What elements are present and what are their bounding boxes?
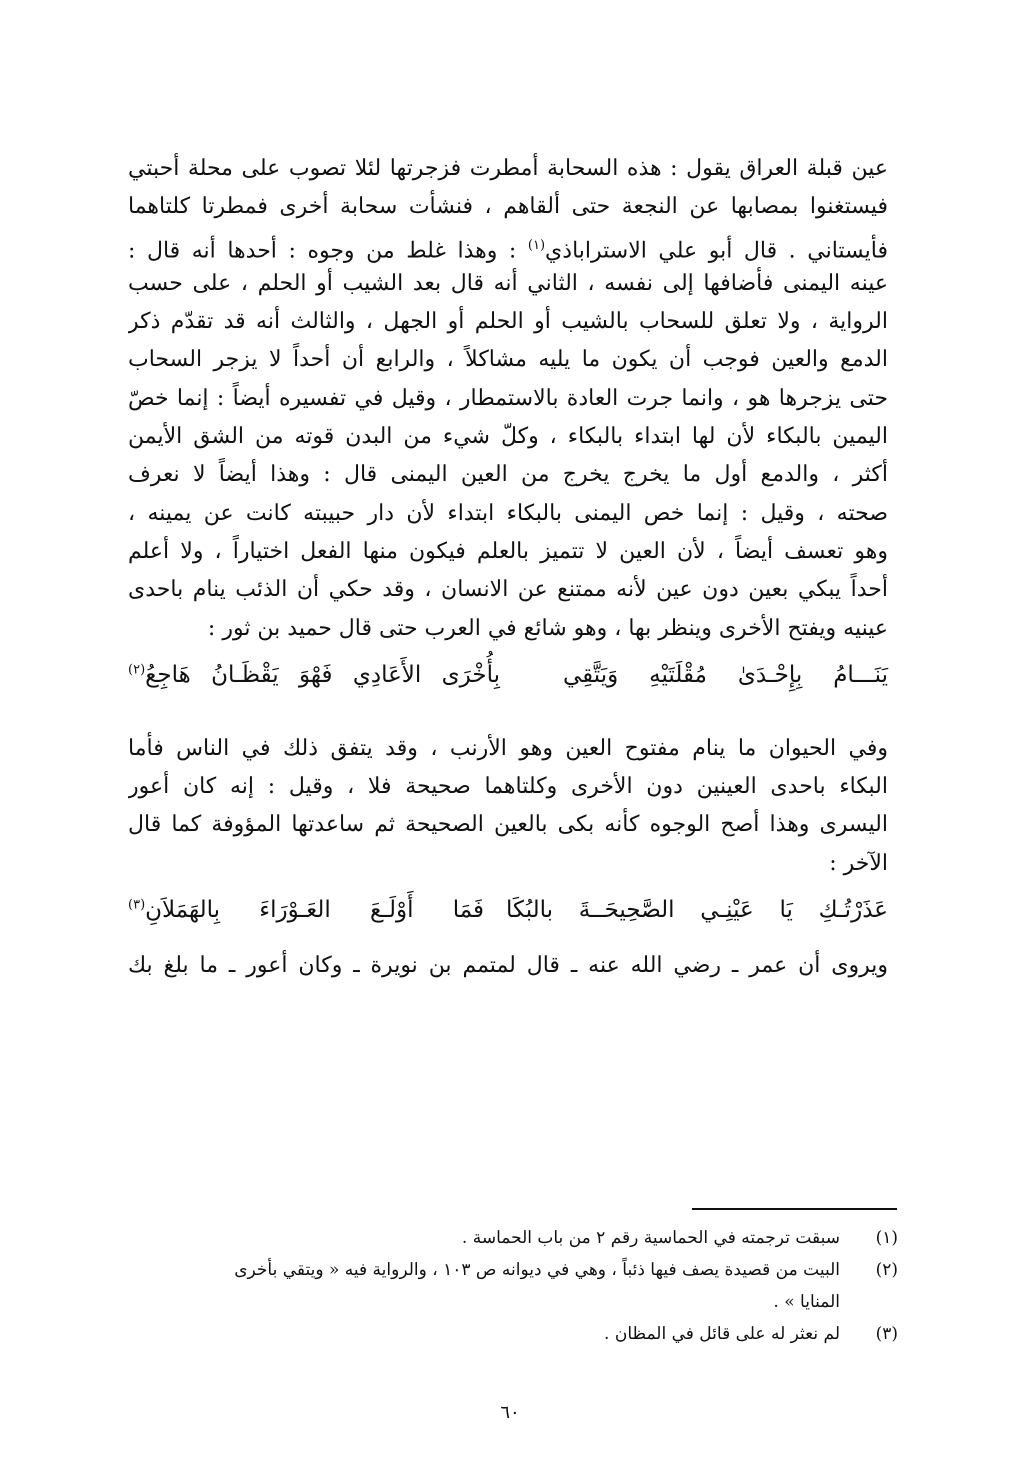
footnote-text <box>128 1318 840 1350</box>
verse-second-hemistich <box>128 662 500 688</box>
text-line: عين قبلة العراق يقول : هذه السحابة أمطرت فزجرتها لئلا تصوب على محلة أحبتي <box>128 156 888 181</box>
text-line: وهو تعسف أيضاً ، لأن العين لا تتميز بالعلم فيكون منها الفعل اختياراً ، ولا أعلم <box>128 538 888 564</box>
footnote-separator <box>692 1208 897 1210</box>
footnote-marker-1: (١) <box>527 237 546 253</box>
text-line: اليمين بالبكاء لأن لها ابتداء بالبكاء ، وكلّ شيء من البدن قوته من الشق الأيمن <box>128 424 888 450</box>
paragraph-gap <box>128 712 888 730</box>
text-line <box>128 227 888 265</box>
footnote-line: لم نعثر له على قائل في المظان . <box>604 1324 840 1344</box>
footnote-1 <box>128 1222 898 1254</box>
verse-first-hemistich: يَنَـــامُ بِإِحْـدَىٰ مُقْلَتَيْهِ وَيَتَّقِي <box>563 661 888 688</box>
verse-text: فَمَا أَوْلَـعَ العَـوْرَاءَ بِالهَمَلاَنِ <box>145 897 484 924</box>
text-line: عينيه ويفتح الأخرى وينظر بها ، وهو شائع في العرب حتى قال حميد بن ثور : <box>207 615 888 641</box>
text-line: عينه اليمنى فأضافها إلى نفسه ، الثاني أنه قال بعد الشيب أو الحلم ، على حسب <box>128 270 888 296</box>
page-number: ٦٠ <box>500 1402 520 1423</box>
text-segment: : وهذا غلط من وجوه : أحدها أنه قال : <box>128 237 517 263</box>
poetry-verse-2 <box>128 883 888 947</box>
text-line: الدمع والعين فوجب أن يكون ما يليه مشاكلاً ، والرابع أن أحداً لا يزجر السحاب <box>128 347 888 373</box>
footnote-line: البيت من قصيدة يصف فيها ذئباً ، وهي في ديوانه ص ١٠٣ ، والرواية فيه « ويتقي بأخرى <box>234 1260 840 1280</box>
footnote-marker-3: (٣) <box>128 897 146 913</box>
verse-second-hemistich <box>128 897 484 923</box>
footnote-2 <box>128 1254 898 1318</box>
footnote-text <box>128 1222 840 1254</box>
text-line: الرواية ، ولا تعلق للسحاب بالشيب أو الحلم أو الجهل ، والثالث أنه قد تقدّم ذكر <box>128 309 888 335</box>
text-line: البكاء باحدى العينين دون الأخرى وكلتاهما صحيحة فلا ، وقيل : إنه كان أعور <box>128 774 888 800</box>
paragraph-3 <box>128 947 888 985</box>
footnote-marker-2: (٢) <box>128 662 146 678</box>
text-line: حتى يزجرها هو ، وانما جرت العادة بالاستمطار ، وقيل في تفسيره أيضاً : إنما خصّ <box>128 385 888 411</box>
footnotes <box>128 1222 898 1350</box>
footnote-text <box>128 1254 840 1318</box>
text-line: صحته ، وقيل : إنما خص اليمنى بالبكاء ابتداء لأن دار حبيبته كانت عن يمينه ، <box>128 500 888 526</box>
footnote-line: سبقت ترجمته في الحماسية رقم ٢ من باب الحماسة . <box>461 1228 840 1248</box>
verse-first-hemistich: عَذَرْتُـكِ يَا عَيْنِـي الصَّحِيحَــةَ بالبُكَا <box>506 897 888 924</box>
text-line: أكثر ، والدمع أول ما يخرج يخرج من العين اليمنى قال : وهذا أيضاً لا نعرف <box>128 462 888 488</box>
text-segment: فأيستاني . قال أبو علي الاستراباذي <box>545 237 888 263</box>
text-line: الآخر : <box>829 850 888 876</box>
text-line: أحداً يبكي بعين دون عين لأنه ممتنع عن الانسان ، وقد حكي أن الذئب ينام باحدى <box>128 577 888 603</box>
poetry-verse-1 <box>128 648 888 712</box>
text-line: ويروى أن عمر ـ رضي الله عنه ـ قال لمتمم بن نويرة ـ وكان أعور ـ ما بلغ بك <box>128 953 888 979</box>
verse-text: بِأُخْرَى الأَعَادِي فَهْوَ يَقْظَـانُ هَاجِعُ <box>145 661 500 688</box>
footnote-3 <box>128 1318 898 1350</box>
text-line: فيستغنوا بمصابها عن النجعة حتى ألقاهم ، فنشأت سحابة أخرى فمطرتا كلتاهما <box>128 194 888 220</box>
footnote-number: (٣) <box>875 1324 898 1344</box>
paragraph-1 <box>128 150 888 648</box>
footnote-number: (١) <box>875 1228 898 1248</box>
paragraph-2 <box>128 730 888 883</box>
footnote-number: (٢) <box>875 1260 898 1280</box>
text-line: وفي الحيوان ما ينام مفتوح العين وهو الأرنب ، وقد يتفق ذلك في الناس فأما <box>128 735 888 761</box>
text-line: اليسرى وهذا أصح الوجوه كأنه بكى بالعين الصحيحة ثم ساعدتها المؤوفة كما قال <box>128 812 888 838</box>
main-text <box>128 150 888 985</box>
footnote-line: المنايا » . <box>773 1292 840 1312</box>
